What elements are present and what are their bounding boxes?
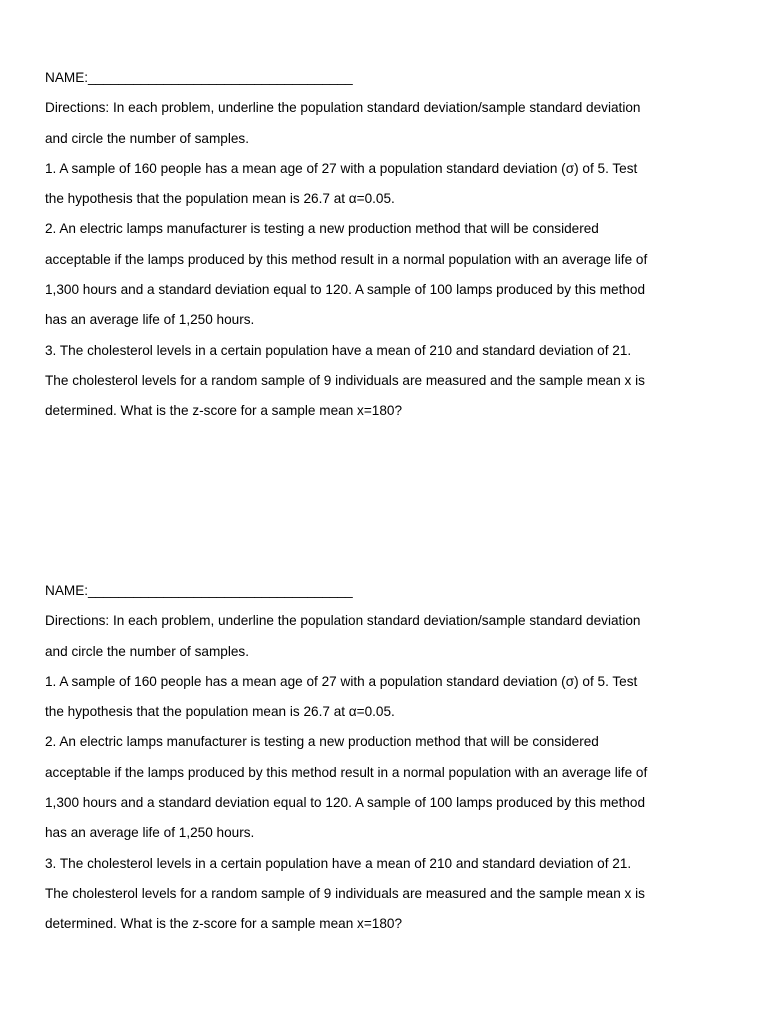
- problem-1: [45, 667, 735, 728]
- directions-line: Directions: In each problem, underline the population standard deviation/sample standard deviation: [45, 100, 641, 116]
- problem-3-line: 3. The cholesterol levels in a certain population have a mean of 210 and standard deviation of 21.: [45, 342, 632, 358]
- problem-2-line: 2. An electric lamps manufacturer is testing a new production method that will be considered: [45, 221, 599, 237]
- problem-2-line: acceptable if the lamps produced by this method result in a normal population with an average life of: [45, 764, 648, 780]
- directions-line: and circle the number of samples.: [45, 130, 250, 146]
- problem-2-line: has an average life of 1,250 hours.: [45, 312, 255, 328]
- problem-3-line: 3. The cholesterol levels in a certain population have a mean of 210 and standard deviation of 21.: [45, 855, 632, 871]
- directions-line: Directions: In each problem, underline the population standard deviation/sample standard deviation: [45, 613, 641, 629]
- problem-3-line: determined. What is the z-score for a sample mean x=180?: [45, 916, 403, 932]
- problem-2: [45, 214, 735, 335]
- directions: [45, 606, 735, 667]
- worksheet-top: [45, 63, 735, 427]
- problem-2-line: acceptable if the lamps produced by this method result in a normal population with an average life of: [45, 251, 648, 267]
- problem-3-line: The cholesterol levels for a random sample of 9 individuals are measured and the sample mean x is: [45, 372, 645, 388]
- problem-1-line: 1. A sample of 160 people has a mean age of 27 with a population standard deviation (σ) of 5. Test: [45, 673, 638, 689]
- name-line: NAME:___________________________________: [45, 583, 353, 598]
- problem-2-line: 1,300 hours and a standard deviation equal to 120. A sample of 100 lamps produced by this method: [45, 282, 646, 298]
- worksheet-bottom: [45, 576, 735, 940]
- problem-3: [45, 849, 735, 940]
- problem-1-line: the hypothesis that the population mean is 26.7 at α=0.05.: [45, 704, 395, 720]
- directions-line: and circle the number of samples.: [45, 643, 250, 659]
- name-line: NAME:___________________________________: [45, 70, 353, 85]
- problem-1-line: 1. A sample of 160 people has a mean age of 27 with a population standard deviation (σ) of 5. Test: [45, 160, 638, 176]
- problem-2-line: 2. An electric lamps manufacturer is testing a new production method that will be considered: [45, 734, 599, 750]
- problem-3-line: The cholesterol levels for a random sample of 9 individuals are measured and the sample mean x is: [45, 885, 645, 901]
- problem-2-line: 1,300 hours and a standard deviation equal to 120. A sample of 100 lamps produced by this method: [45, 795, 646, 811]
- problem-2-line: has an average life of 1,250 hours.: [45, 825, 255, 841]
- problem-2: [45, 727, 735, 848]
- directions: [45, 93, 735, 154]
- problem-3: [45, 336, 735, 427]
- problem-1: [45, 154, 735, 215]
- problem-1-line: the hypothesis that the population mean is 26.7 at α=0.05.: [45, 191, 395, 207]
- problem-3-line: determined. What is the z-score for a sample mean x=180?: [45, 403, 403, 419]
